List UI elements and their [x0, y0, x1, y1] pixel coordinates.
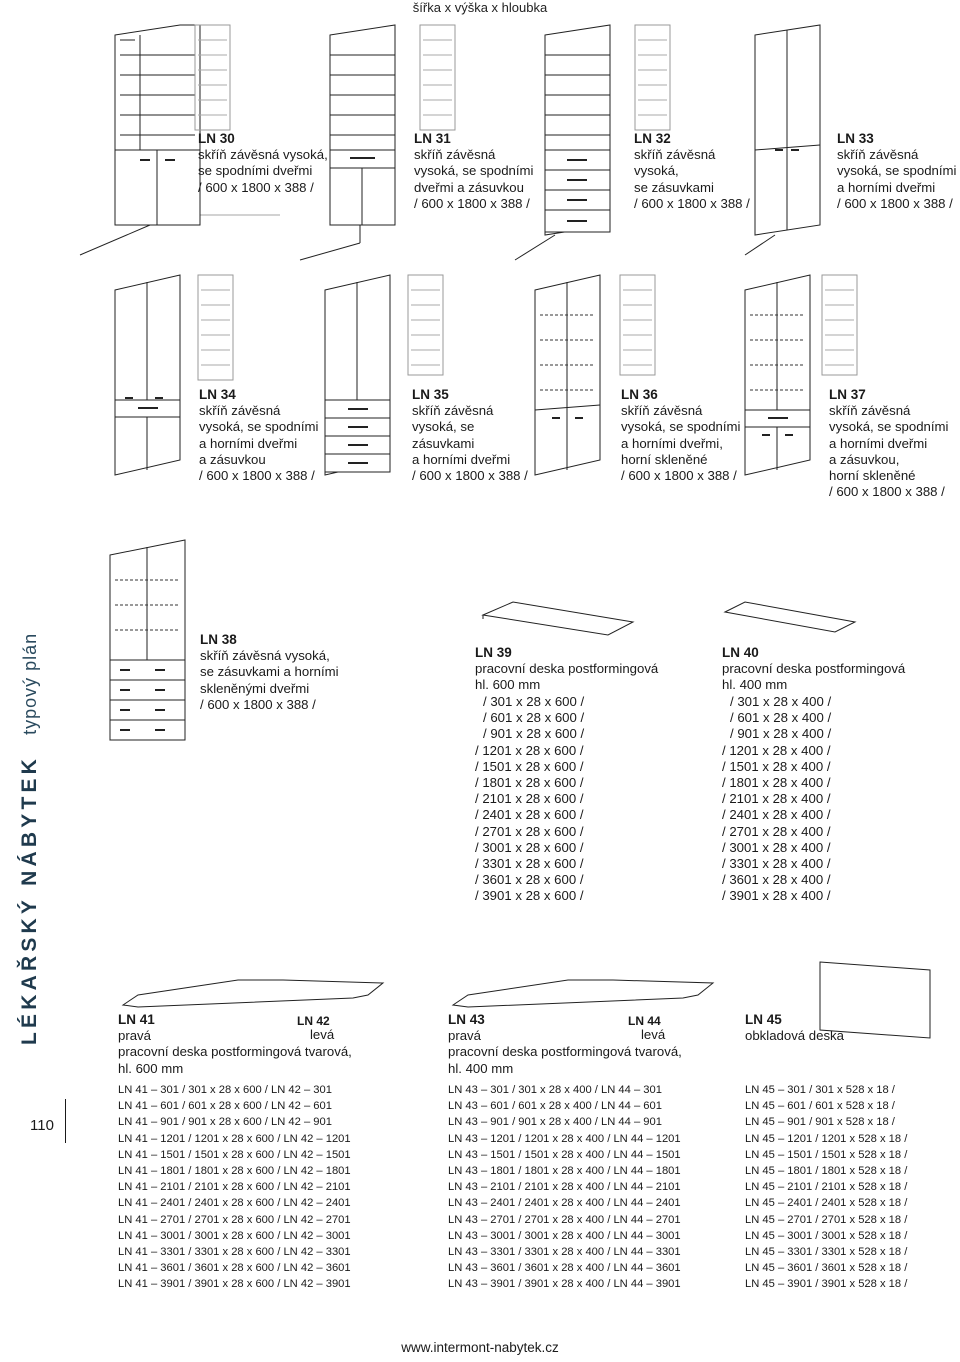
product-desc-line: horní skleněné: [829, 468, 916, 484]
list-item: LN 43 – 301 / 301 x 28 x 400 / LN 44 – 301: [448, 1084, 662, 1096]
product-desc-line: pracovní deska postformingová: [475, 661, 659, 677]
product-desc-line: skříň závěsná: [412, 403, 494, 419]
product-code: LN 43: [448, 1012, 485, 1027]
product-ln31: [414, 131, 533, 212]
product-desc-line: / 600 x 1800 x 388 /: [412, 468, 528, 484]
desk-drawing-ln43: [448, 975, 718, 1010]
list-item: LN 45 – 901 / 901 x 528 x 18 /: [745, 1116, 895, 1129]
product-ln32: [634, 131, 750, 212]
cabinet-drawing-ln38: [100, 535, 200, 750]
list-item: LN 45 – 301 / 301 x 528 x 18 /: [745, 1084, 895, 1096]
product-desc-line: zásuvkami: [412, 435, 475, 451]
size-row: / 901 x 28 x 600 /: [483, 726, 585, 742]
product-desc-line: skříň závěsná vysoká,: [198, 147, 328, 163]
product-desc-line: se spodními dveřmi: [198, 163, 313, 179]
size-row: / 1501 x 28 x 400 /: [722, 758, 831, 774]
product-code: LN 42: [297, 1014, 330, 1028]
product-desc-line: se zásuvkami: [634, 179, 714, 195]
list-item: LN 45 – 2401 / 2401 x 528 x 18 /: [745, 1197, 908, 1210]
product-desc-line: a horními dveřmi,: [621, 435, 723, 451]
product-code: LN 32: [634, 131, 671, 146]
size-row: / 601 x 28 x 600 /: [483, 710, 585, 726]
product-code: LN 34: [199, 387, 236, 402]
product-code: LN 40: [722, 645, 759, 660]
list-item: LN 41 – 3901 / 3901 x 28 x 600 / LN 42 – 3901: [118, 1278, 351, 1291]
product-desc-line: vysoká, se spodními: [837, 163, 957, 179]
product-desc-line: vysoká, se: [412, 419, 475, 435]
list-item: LN 41 – 3601 / 3601 x 28 x 600 / LN 42 – 3601: [118, 1262, 351, 1275]
list-item: LN 41 – 3001 / 3001 x 28 x 600 / LN 42 – 3001: [118, 1229, 351, 1242]
product-code: LN 37: [829, 387, 866, 402]
product-desc-line: vysoká, se spodními: [829, 419, 949, 435]
side-label: pravá: [448, 1028, 481, 1044]
list-item: LN 45 – 2101 / 2101 x 528 x 18 /: [745, 1181, 908, 1194]
list-item: LN 41 – 301 / 301 x 28 x 600 / LN 42 – 301: [118, 1084, 332, 1096]
product-code: LN 30: [198, 131, 235, 146]
desk-ln43-list: [448, 1082, 681, 1293]
size-row: / 1501 x 28 x 600 /: [475, 758, 584, 774]
desk-drawing-ln40: [720, 600, 860, 640]
size-row: / 3601 x 28 x 400 /: [722, 872, 831, 888]
product-code: LN 44: [628, 1014, 661, 1028]
product-desc-line: pracovní deska postformingová: [722, 661, 906, 677]
product-desc-line: / 600 x 1800 x 388 /: [199, 468, 315, 484]
product-desc-line: / 600 x 1800 x 388 /: [837, 195, 953, 211]
product-desc-line: / 600 x 1800 x 388 /: [414, 195, 530, 211]
list-item: LN 43 – 1501 / 1501 x 28 x 400 / LN 44 – 1501: [448, 1148, 681, 1161]
product-desc-line: skleněnými dveřmi: [200, 680, 310, 696]
size-row: / 2401 x 28 x 400 /: [722, 807, 831, 823]
list-item: LN 41 – 2401 / 2401 x 28 x 600 / LN 42 – 2401: [118, 1197, 351, 1210]
size-row: / 3001 x 28 x 600 /: [475, 839, 584, 855]
category-name: LÉKAŘSKÝ NÁBYTEK: [18, 754, 41, 1045]
size-row: / 3901 x 28 x 600 /: [475, 888, 584, 904]
product-desc-line: a horními dveřmi: [829, 435, 928, 451]
size-row: / 2101 x 28 x 400 /: [722, 791, 831, 807]
size-row: / 2101 x 28 x 600 /: [475, 791, 584, 807]
desk-drawing-ln39: [478, 600, 638, 640]
desk-ln41: [118, 1012, 352, 1077]
desk-ln43: [448, 1012, 682, 1077]
product-code: LN 41: [118, 1012, 155, 1027]
side-label-ln44: levá: [641, 1027, 666, 1042]
dimensions-header: šířka x výška x hloubka: [412, 0, 548, 15]
size-row: / 3001 x 28 x 400 /: [722, 839, 831, 855]
product-depth: hl. 600 mm: [475, 677, 541, 693]
product-desc-line: vysoká, se spodními: [621, 419, 741, 435]
list-item: LN 45 – 3301 / 3301 x 528 x 18 /: [745, 1246, 908, 1259]
list-item: LN 41 – 1201 / 1201 x 28 x 600 / LN 42 – 1201: [118, 1132, 351, 1145]
list-item: LN 43 – 2401 / 2401 x 28 x 400 / LN 44 – 2401: [448, 1197, 681, 1210]
product-desc-line: dveřmi a zásuvkou: [414, 179, 524, 195]
product-code: LN 35: [412, 387, 449, 402]
panel-ln45: [745, 1012, 844, 1044]
list-item: LN 43 – 601 / 601 x 28 x 400 / LN 44 – 601: [448, 1100, 662, 1113]
list-item: LN 45 – 3901 / 3901 x 528 x 18 /: [745, 1278, 908, 1291]
product-desc-line: skříň závěsná: [837, 147, 919, 163]
product-desc-line: / 600 x 1800 x 388 /: [634, 195, 750, 211]
product-desc-line: pracovní deska postformingová tvarová,: [448, 1044, 682, 1060]
size-row: / 2401 x 28 x 600 /: [475, 807, 584, 823]
size-row: / 301 x 28 x 600 /: [483, 694, 585, 709]
product-ln37: [829, 387, 948, 500]
product-desc-line: / 600 x 1800 x 388 /: [621, 468, 737, 484]
product-desc-line: a zásuvkou: [199, 451, 266, 467]
list-item: LN 41 – 2101 / 2101 x 28 x 600 / LN 42 – 2101: [118, 1181, 351, 1194]
list-item: LN 41 – 601 / 601 x 28 x 600 / LN 42 – 601: [118, 1100, 332, 1113]
page-number: 110: [30, 1117, 54, 1134]
product-ln34: [199, 387, 318, 484]
product-desc-line: skříň závěsná: [634, 147, 716, 163]
product-desc-line: skříň závěsná: [199, 403, 281, 419]
desk-ln40-sizes: [722, 694, 831, 905]
list-item: LN 43 – 1201 / 1201 x 28 x 400 / LN 44 – 1201: [448, 1132, 681, 1145]
product-desc-line: skříň závěsná: [414, 147, 496, 163]
list-item: LN 43 – 3901 / 3901 x 28 x 400 / LN 44 – 3901: [448, 1278, 681, 1291]
list-item: LN 43 – 3001 / 3001 x 28 x 400 / LN 44 – 3001: [448, 1229, 681, 1242]
size-row: / 2701 x 28 x 400 /: [722, 823, 831, 839]
product-desc-line: skříň závěsná: [621, 403, 703, 419]
list-item: LN 43 – 1801 / 1801 x 28 x 400 / LN 44 – 1801: [448, 1165, 681, 1178]
product-desc-line: horní skleněné: [621, 451, 708, 467]
product-code: LN 31: [414, 131, 451, 146]
desk-ln41-list: [118, 1082, 351, 1293]
list-item: LN 43 – 2101 / 2101 x 28 x 400 / LN 44 – 2101: [448, 1181, 681, 1194]
product-desc-line: a horními dveřmi: [837, 179, 936, 195]
product-desc-line: obkladová deska: [745, 1028, 844, 1044]
list-item: LN 41 – 2701 / 2701 x 28 x 600 / LN 42 – 2701: [118, 1213, 351, 1226]
list-item: LN 45 – 1201 / 1201 x 528 x 18 /: [745, 1132, 908, 1145]
list-item: LN 43 – 901 / 901 x 28 x 400 / LN 44 – 901: [448, 1116, 662, 1129]
size-row: / 2701 x 28 x 600 /: [475, 823, 584, 839]
product-desc-line: vysoká, se spodními: [414, 163, 534, 179]
product-desc-line: vysoká, se spodními: [199, 419, 319, 435]
size-row: / 3301 x 28 x 600 /: [475, 856, 584, 872]
product-desc-line: / 600 x 1800 x 388 /: [200, 696, 316, 712]
product-ln36: [621, 387, 740, 484]
product-ln35: [412, 387, 528, 484]
desk-drawing-ln41: [118, 975, 388, 1010]
product-code: LN 38: [200, 632, 237, 647]
product-ln30: [198, 131, 328, 196]
product-desc-line: a zásuvkou,: [829, 451, 900, 467]
size-row: / 301 x 28 x 400 /: [730, 694, 832, 709]
list-item: LN 45 – 2701 / 2701 x 528 x 18 /: [745, 1213, 908, 1226]
size-row: / 601 x 28 x 400 /: [730, 710, 832, 726]
desk-ln39: [475, 645, 658, 694]
product-desc-line: pracovní deska postformingová tvarová,: [118, 1044, 352, 1060]
list-item: LN 45 – 3001 / 3001 x 528 x 18 /: [745, 1229, 908, 1242]
category-subtitle: typový plán: [20, 632, 40, 735]
size-row: / 1801 x 28 x 400 /: [722, 775, 831, 791]
size-row: / 1201 x 28 x 600 /: [475, 742, 584, 758]
list-item: LN 45 – 601 / 601 x 528 x 18 /: [745, 1100, 895, 1113]
side-label: pravá: [118, 1028, 151, 1044]
list-item: LN 41 – 1501 / 1501 x 28 x 600 / LN 42 – 1501: [118, 1148, 351, 1161]
product-desc-line: skříň závěsná vysoká,: [200, 648, 330, 664]
product-depth: hl. 400 mm: [722, 677, 788, 693]
product-desc-line: a horními dveřmi: [199, 435, 298, 451]
desk-ln40: [722, 645, 905, 694]
page-number-rule: [65, 1099, 66, 1143]
size-row: / 901 x 28 x 400 /: [730, 726, 832, 742]
footer-url[interactable]: www.intermont-nabytek.cz: [401, 1340, 559, 1355]
product-depth: hl. 400 mm: [448, 1060, 514, 1076]
size-row: / 1801 x 28 x 600 /: [475, 775, 584, 791]
size-row: / 3601 x 28 x 600 /: [475, 872, 584, 888]
product-desc-line: / 600 x 1800 x 388 /: [198, 179, 314, 195]
product-code: LN 36: [621, 387, 658, 402]
list-item: LN 41 – 1801 / 1801 x 28 x 600 / LN 42 – 1801: [118, 1165, 351, 1178]
product-code: LN 33: [837, 131, 874, 146]
product-code: LN 45: [745, 1012, 782, 1027]
product-ln38: [200, 632, 339, 713]
list-item: LN 43 – 3301 / 3301 x 28 x 400 / LN 44 – 3301: [448, 1246, 681, 1259]
vertical-category-title: [18, 633, 42, 1045]
product-desc-line: vysoká,: [634, 163, 679, 179]
list-item: LN 43 – 3601 / 3601 x 28 x 400 / LN 44 – 3601: [448, 1262, 681, 1275]
list-item: LN 45 – 3601 / 3601 x 528 x 18 /: [745, 1262, 908, 1275]
list-item: LN 45 – 1801 / 1801 x 528 x 18 /: [745, 1165, 908, 1178]
size-row: / 3301 x 28 x 400 /: [722, 856, 831, 872]
product-depth: hl. 600 mm: [118, 1060, 184, 1076]
product-desc-line: skříň závěsná: [829, 403, 911, 419]
size-row: / 3901 x 28 x 400 /: [722, 888, 831, 904]
product-desc-line: / 600 x 1800 x 388 /: [829, 484, 945, 500]
product-code: LN 39: [475, 645, 512, 660]
desk-ln39-sizes: [475, 694, 584, 905]
product-desc-line: se zásuvkami a horními: [200, 664, 339, 680]
panel-ln45-list: [745, 1082, 907, 1293]
list-item: LN 41 – 901 / 901 x 28 x 600 / LN 42 – 901: [118, 1116, 332, 1129]
list-item: LN 41 – 3301 / 3301 x 28 x 600 / LN 42 – 3301: [118, 1246, 351, 1259]
product-ln33: [837, 131, 956, 212]
product-desc-line: a horními dveřmi: [412, 451, 511, 467]
list-item: LN 45 – 1501 / 1501 x 528 x 18 /: [745, 1148, 908, 1161]
list-item: LN 43 – 2701 / 2701 x 28 x 400 / LN 44 – 2701: [448, 1213, 681, 1226]
side-label-ln42: levá: [310, 1027, 335, 1042]
size-row: / 1201 x 28 x 400 /: [722, 742, 831, 758]
